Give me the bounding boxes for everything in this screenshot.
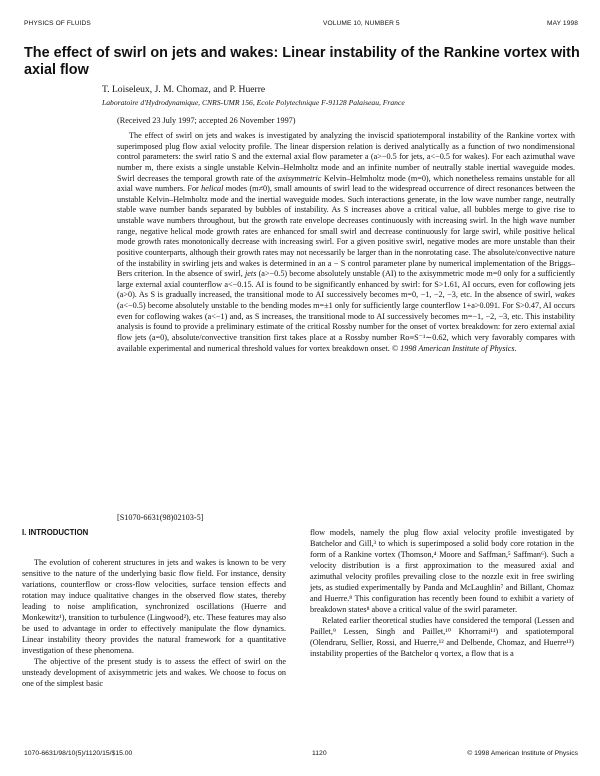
article-code: [S1070-6631(98)02103-5] [117,513,204,522]
issn-code: 1070-6631/98/10(5)/1120/15/$15.00 [24,750,133,757]
abstract-text-3: modes (m≠0), small amounts of swirl lead to the widespread occurrence of direct resonances between the unstable Kelvin–Helmholtz mode and the inertial waveguide modes. Such interactions generate, in the low wave number range, neutrally stable wave number bands separated by bubbles of instability. As S increases above a critical value, all bubbles merge to give rise to unstable wave numbers throughout, but the growth rate envelope decreases continuously with increasing swirl. In the high wave number range, negative helical mode growth rates are enhanced for small swirl and decrease continuously for large swirl, while positive helical mode growth rates monotonically decrease with increasing swirl. For a given positive swirl, negative modes are more unstable than their positive counterparts, although their growth rates may not necessarily be larger than in the nonrotating case. The absolute/convective nature of the instability in swirling jets and wakes is determined in an a − S control parameter plane by numerical implementation of the Briggs–Bers criterion. In the absence of swirl, [117,184,576,279]
page-number: 1120 [312,750,327,757]
received-dates: (Received 23 July 1997; accepted 26 November 1997) [117,116,296,125]
abstract-text-5: (a<−0.5) become absolutely unstable to the bending modes m=±1 only for sufficiently large counterflow 1+a>0.091. For S>0.47, AI occurs even for coflowing wakes (a<−1) and, as S increases, the transitional mode to AI successively becomes m=−1, −2, −3, etc. This instability analysis is found to provide a preliminary estimate of the critical Rossby number for the onset of vortex breakdown: for zero external axial flow jets (a=0), absolute/convective transition first takes place at a Rossby number Ro≡S⁻¹∼0.62, which very favorably compares with available experimental and numerical threshold values for vortex breakdown onset. [117,301,575,353]
paper-title: The effect of swirl on jets and wakes: Linear instability of the Rankine vortex with axial flow [24,45,580,78]
abstract-copyright: © 1998 American Institute of Physics. [391,343,517,353]
right-column [310,527,574,659]
volume-number: VOLUME 10, NUMBER 5 [323,20,400,27]
abstract [117,131,575,354]
footer-copyright: © 1998 American Institute of Physics [467,750,578,757]
issue-date: MAY 1998 [547,20,578,27]
intro-paragraph-2-continued: flow models, namely the plug flow axial velocity profile investigated by Batchelor and Gill,³ to which is superimposed a solid body core rotation in the form of a Rankine vortex (Thomson,⁴ Moore and Saffman,⁵ Saffman⁶). Such a velocity distribution is a first approximation to the measured axial and azimuthal velocity profiles prevailing close to the nozzle exit in free swirling jets, as studied experimentally by Panda and McLaughlin⁷ and Billant, Chomaz and Huerre.⁸ This configuration has recently been found to exhibit a variety of breakdown states⁸ above a critical value of the swirl parameter. [310,528,574,614]
abstract-term-jets: jets [245,269,257,279]
journal-name: PHYSICS OF FLUIDS [24,20,91,27]
section-heading-introduction: I. INTRODUCTION [22,528,89,537]
intro-paragraph-2: The objective of the present study is to assess the effect of swirl on the unsteady development of axisymmetric jets and wakes. We choose to focus on one of the simplest basic [22,657,286,688]
abstract-term-axisymmetric: axisymmetric [277,173,322,183]
abstract-text-1: The effect of swirl on jets and wakes is investigated by analyzing the inviscid spatiotemporal instability of the Rankine vortex with superimposed plug flow axial velocity profile. The linear dispersion relation is derived analytically as a function of two nondimensional control parameters: the swirl ratio S and the external axial flow parameter a (a>−0.5 for jets, a<−0.5 for wakes). For each azimuthal wave number m, there exists a single unstable Kelvin–Helmholtz mode and an infinite number of neutrally stable inertial waveguide modes. Swirl decreases the temporal growth rate of the [117,131,575,183]
abstract-text-2: Kelvin–Helmholtz mode (m=0), which nonetheless remains unstable for all axial wave numbers. For [117,173,575,194]
intro-paragraph-3: Related earlier theoretical studies have considered the temporal (Lessen and Paillet,⁹ Lessen, Singh and Paillet,¹⁰ Khorrami¹¹) and spatiotemporal (Olendraru, Sellier, Rossi, and Huerre,¹² and Delbende, Chomaz, and Huerre¹³) instability properties of the Batchelor q vortex, a flow that is a [310,616,574,658]
running-head [24,20,578,32]
affiliation: Laboratoire d'Hydrodynamique, CNRS-UMR 156, Ecole Polytechnique F-91128 Palaiseau, France [102,98,405,107]
abstract-text-4: (a>−0.5) become absolutely unstable (AI) to the axisymmetric mode m=0 only for a sufficiently large external axial counterflow a<−0.15. AI is found to be significantly enhanced by swirl: for S>1.61, AI occurs, even for coflowing jets (a>0). As S is gradually increased, the transitional mode to AI successively becomes m=0, −1, −2, −3, etc. In the absence of swirl, [117,269,576,300]
left-column [22,527,286,689]
abstract-term-wakes: wakes [554,290,575,300]
page-footer [24,750,578,762]
intro-paragraph-1: The evolution of coherent structures in jets and wakes is known to be very sensitive to the nature of the underlying basic flow field. For instance, density variations, counterflow or cross-flow velocities, surface tension effects and rotation may induce qualitative changes in the observed flow states, thereby leading to noise amplification, synchronized oscillations (Huerre and Monkewitz¹), transition to turbulence (Lingwood²), etc. These features may also be used to advantage in order to effectively manipulate the flow dynamics. Linear instability theory provides the natural framework for a quantitative investigation of these phenomena. [22,558,286,655]
author-list: T. Loiseleux, J. M. Chomaz, and P. Huerre [102,84,266,95]
abstract-term-helical: helical [201,184,224,194]
